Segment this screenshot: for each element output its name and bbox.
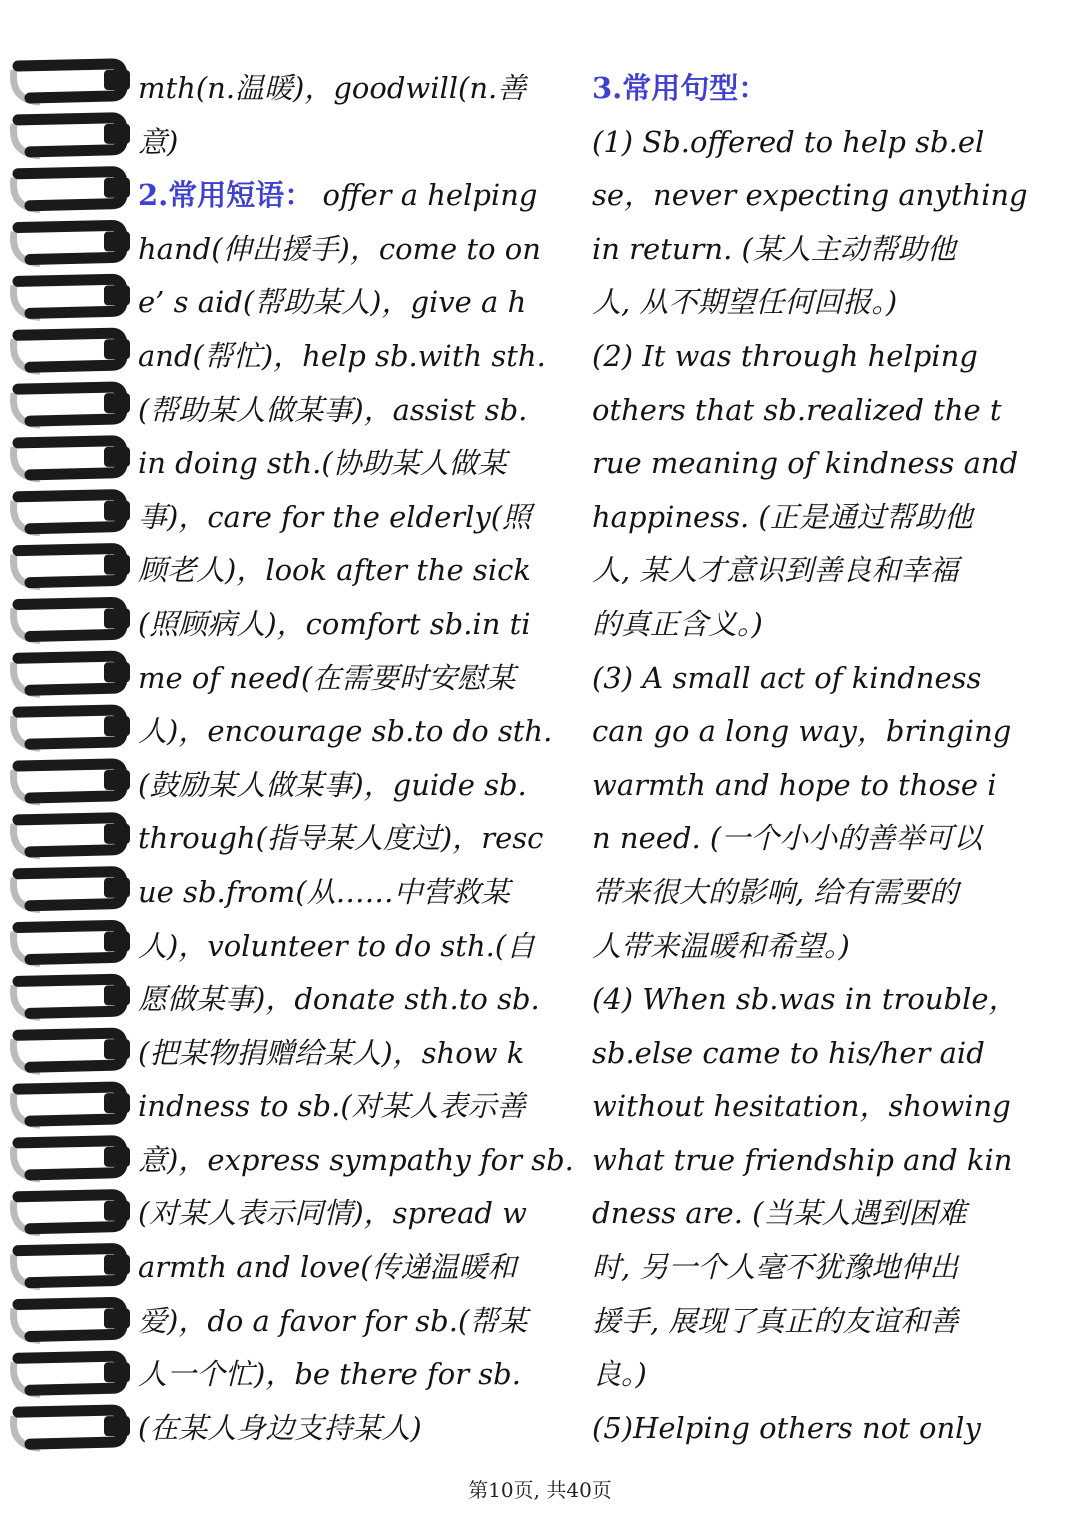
- right-column-line: without hesitation，showing: [592, 1089, 1011, 1124]
- binding-ring: [14, 1087, 130, 1125]
- right-column-line: happiness. (正是通过帮助他: [592, 499, 973, 534]
- right-column-line: in return. (某人主动帮助他: [592, 231, 956, 266]
- binding-ring: [14, 1195, 130, 1233]
- left-column-line: me of need(在需要时安慰某: [138, 660, 516, 695]
- binding-ring: [14, 818, 130, 856]
- right-column-line: (2) It was through helping: [592, 338, 978, 373]
- binding-ring: [14, 1141, 130, 1179]
- spiral-binding: [0, 40, 140, 1470]
- binding-ring: [14, 1302, 130, 1340]
- left-column-line: through(指导某人度过)，resc: [138, 821, 544, 856]
- left-column-line: 爱)，do a favor for sb.(帮某: [138, 1303, 528, 1338]
- left-column-line: hand(伸出援手)，come to on: [138, 231, 541, 266]
- right-column-line: 人, 从不期望任何回报。): [592, 285, 898, 320]
- left-column-line: (鼓励某人做某事)，guide sb.: [138, 767, 527, 802]
- binding-ring: [14, 441, 130, 479]
- left-column-line: 愿做某事)，donate sth.to sb.: [138, 982, 540, 1017]
- section-heading: 3.常用句型：: [592, 71, 768, 105]
- left-column: [138, 62, 588, 1455]
- binding-ring: [14, 710, 130, 748]
- binding-ring: [14, 926, 130, 964]
- right-column-line: se，never expecting anything: [592, 178, 1028, 213]
- binding-ring: [14, 1249, 130, 1287]
- left-column-line: 人)，encourage sb.to do sth.: [138, 714, 553, 749]
- right-column: [592, 62, 1042, 1455]
- right-column-line: n need. (一个小小的善举可以: [592, 821, 983, 856]
- left-column-line: (对某人表示同情)，spread w: [138, 1196, 527, 1231]
- left-column-line: [138, 169, 588, 223]
- binding-ring: [14, 226, 130, 264]
- binding-ring: [14, 172, 130, 210]
- binding-ring: [14, 333, 130, 371]
- right-column-line: (3) A small act of kindness: [592, 660, 982, 695]
- right-column-line: (4) When sb.was in trouble，: [592, 982, 1018, 1017]
- binding-ring: [14, 64, 130, 102]
- right-column-line: dness are. (当某人遇到困难: [592, 1196, 967, 1231]
- left-column-line: (帮助某人做某事)，assist sb.: [138, 392, 528, 427]
- left-column-line: ue sb.from(从……中营救某: [138, 874, 510, 909]
- binding-ring: [14, 495, 130, 533]
- right-column-line: 的真正含义。): [592, 606, 763, 641]
- section-heading: 2.常用短语：: [138, 178, 314, 213]
- left-column-line: (在某人身边支持某人): [138, 1410, 422, 1445]
- right-column-line: (1) Sb.offered to help sb.el: [592, 124, 985, 159]
- binding-ring: [14, 387, 130, 425]
- page-footer: 第10页, 共40页: [468, 1478, 612, 1502]
- left-column-line: e’ s aid(帮助某人)，give a h: [138, 285, 527, 320]
- binding-ring: [14, 656, 130, 694]
- left-column-line: mth(n.温暖)，goodwill(n.善: [138, 71, 527, 105]
- binding-ring: [14, 118, 130, 156]
- left-column-line: in doing sth.(协助某人做某: [138, 446, 507, 481]
- right-column-line: sb.else came to his/her aid: [592, 1035, 985, 1070]
- binding-ring: [14, 602, 130, 640]
- binding-ring: [14, 1356, 130, 1394]
- left-column-line: 意)，express sympathy for sb.: [138, 1142, 574, 1177]
- right-column-line: rue meaning of kindness and: [592, 446, 1019, 481]
- right-column-line: 人, 某人才意识到善良和幸福: [592, 553, 959, 588]
- left-column-line: armth and love(传递温暖和: [138, 1250, 517, 1285]
- right-column-line: what true friendship and kin: [592, 1142, 1013, 1177]
- left-column-text: offer a helping: [313, 178, 538, 213]
- right-column-line: (5)Helping others not only: [592, 1410, 981, 1445]
- right-column-line: can go a long way，bringing: [592, 714, 1012, 749]
- left-column-line: (照顾病人)，comfort sb.in ti: [138, 606, 531, 641]
- binding-ring: [14, 872, 130, 910]
- right-column-line: others that sb.realized the t: [592, 392, 1002, 427]
- right-column-line: warmth and hope to those i: [592, 767, 997, 802]
- left-column-line: 人)，volunteer to do sth.(自: [138, 928, 536, 963]
- left-column-line: 人一个忙)，be there for sb.: [138, 1357, 521, 1392]
- left-column-line: (把某物捐赠给某人)，show k: [138, 1035, 525, 1070]
- binding-ring: [14, 979, 130, 1017]
- left-column-line: 顾老人)，look after the sick: [138, 553, 531, 588]
- left-column-line: indness to sb.(对某人表示善: [138, 1089, 526, 1124]
- left-column-line: 意): [138, 124, 179, 159]
- right-column-line: 援手, 展现了真正的友谊和善: [592, 1303, 959, 1338]
- binding-ring: [14, 1033, 130, 1071]
- right-column-line: 带来很大的影响, 给有需要的: [592, 874, 959, 909]
- right-column-line: [592, 62, 1042, 116]
- binding-ring: [14, 764, 130, 802]
- right-column-line: 良。): [592, 1357, 647, 1392]
- left-column-line: 事)，care for the elderly(照: [138, 499, 532, 534]
- right-column-line: 时, 另一个人毫不犹豫地伸出: [592, 1250, 959, 1285]
- binding-ring: [14, 549, 130, 587]
- binding-ring: [14, 279, 130, 317]
- right-column-line: 人带来温暖和希望。): [592, 928, 850, 963]
- left-column-line: and(帮忙)，help sb.with sth.: [138, 338, 546, 373]
- binding-ring: [14, 1410, 130, 1448]
